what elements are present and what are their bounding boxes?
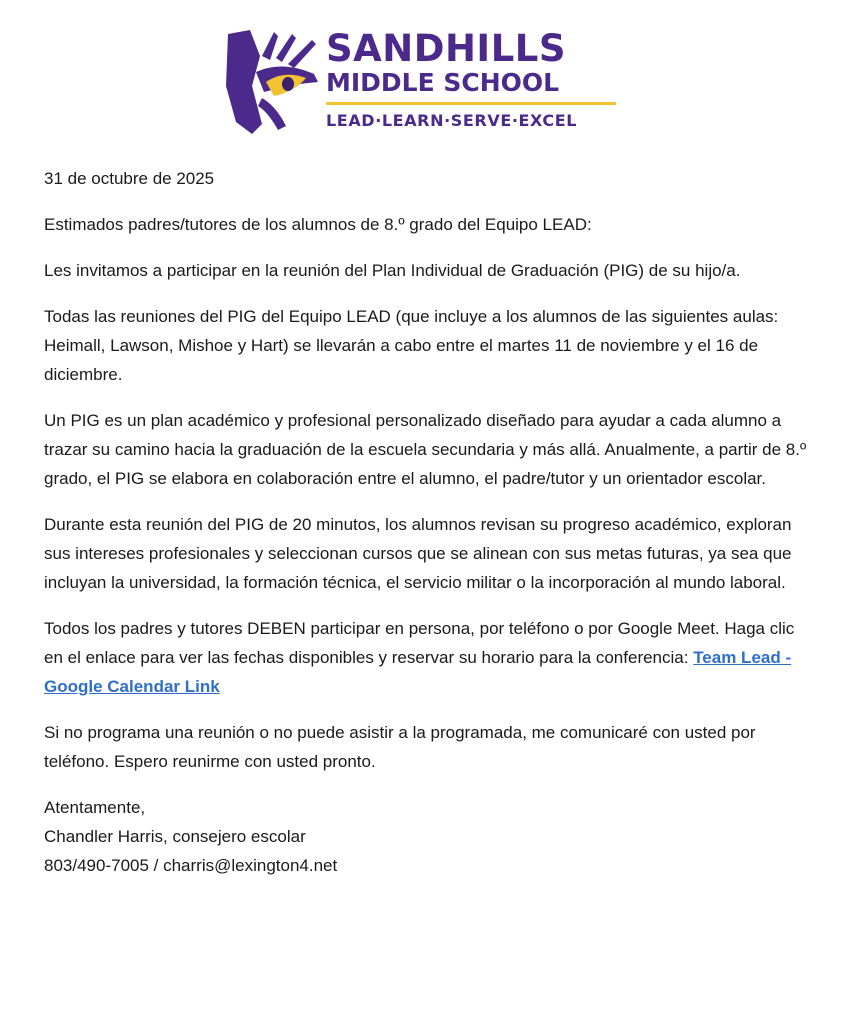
letter-body	[44, 164, 814, 880]
closing-line: Atentamente,	[44, 798, 146, 817]
letter-salutation: Estimados padres/tutores de los alumnos de 8.º grado del Equipo LEAD:	[44, 215, 592, 234]
signer-contact: 803/490-7005 / charris@lexington4.net	[44, 856, 338, 875]
school-name-line2: MIDDLE SCHOOL	[326, 68, 560, 97]
signature-block	[44, 793, 814, 880]
letterhead	[222, 26, 622, 138]
paragraph-invitation: Les invitamos a participar en la reunión del Plan Individual de Graduación (PIG) de su hijo/a.	[44, 261, 741, 280]
calendar-link[interactable]: Team Lead - Google Calendar Link	[44, 648, 792, 696]
participation-text: Todos los padres y tutores DEBEN participar en persona, por teléfono o por Google Meet. Haga clic en el enlace para ver las fechas disponibles y reservar su horario para la conferencia:	[44, 619, 795, 667]
school-name-line1: SANDHILLS	[326, 27, 566, 70]
letter-date: 31 de octubre de 2025	[44, 169, 215, 188]
school-motto: LEAD·LEARN·SERVE·EXCEL	[326, 111, 578, 130]
paragraph-meeting-details: Durante esta reunión del PIG de 20 minutos, los alumnos revisan su progreso académico, exploran sus intereses profesionales y seleccionan cursos que se alinean con sus metas futuras, ya sea que incluyan la universidad, la formación técnica, el servicio militar o la incorporación al mundo laboral.	[44, 515, 792, 592]
paragraph-followup: Si no programa una reunión o no puede asistir a la programada, me comunicaré con usted por teléfono. Espero reunirme con usted pronto.	[44, 723, 756, 771]
letterhead-divider	[326, 102, 616, 105]
paragraph-participation	[44, 614, 814, 701]
paragraph-schedule: Todas las reuniones del PIG del Equipo LEAD (que incluye a los alumnos de las siguientes aulas: Heimall, Lawson, Mishoe y Hart) se llevarán a cabo entre el martes 11 de noviembre y el 16 de diciembre.	[44, 307, 779, 384]
signer-name: Chandler Harris, consejero escolar	[44, 827, 306, 846]
paragraph-pig-definition: Un PIG es un plan académico y profesional personalizado diseñado para ayudar a cada alumno a trazar su camino hacia la graduación de la escuela secundaria y más allá. Anualmente, a partir de 8.º grado, el PIG se elabora en colaboración entre el alumno, el padre/tutor y un orientador escolar.	[44, 411, 807, 488]
tiger-face-icon	[222, 26, 322, 136]
